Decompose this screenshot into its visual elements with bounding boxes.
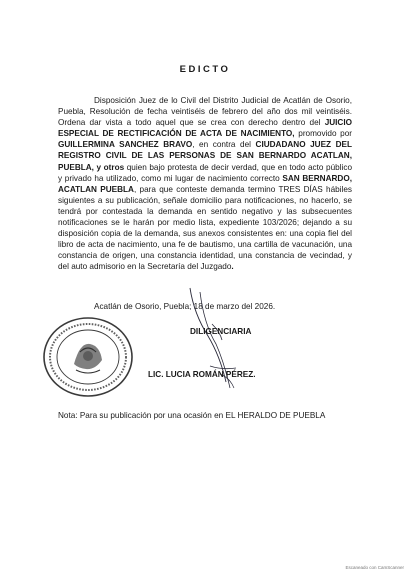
signer-name: LIC. LUCIA ROMÁN PÉREZ. — [148, 370, 256, 379]
paragraph-segment-bold: CIUDADANO JUEZ DEL REGISTRO CIVIL DE LAS PERSONAS DE SAN BERNARDO ACATLAN, PUEBLA, y otros — [58, 140, 352, 172]
paragraph-segment: Disposición Juez de lo Civil del Distrito Judicial de Acatlán de Osorio, Puebla, Resolución de fecha veintiséis de febrero del año dos mil veintiséis. Ordena dar vista a todo aquel que se crea con derecho dentro del — [58, 96, 352, 128]
paragraph-segment: promovido por — [294, 129, 352, 139]
place-date: Acatlán de Osorio, Puebla; 18 de marzo del 2026. — [94, 302, 276, 311]
paragraph-segment-bold: . — [231, 262, 234, 272]
diligenciaria-label: DILIGENCIARIA — [190, 327, 252, 336]
edict-body — [58, 95, 352, 273]
paragraph-segment-bold: GUILLERMINA SANCHEZ BRAVO — [58, 140, 193, 150]
scanner-watermark: Escaneado con CamScanner — [345, 565, 404, 570]
edict-paragraph — [58, 95, 352, 273]
paragraph-segment: quien bajo protesta de decir verdad, que en todo acto público y privado ha utilizado, como mi lugar de nacimiento correcto — [58, 162, 352, 183]
document-title: EDICTO — [179, 64, 231, 75]
paragraph-segment: , para que conteste demanda termino TRES DÍAS hábiles siguientes a su publicación, señale domicilio para notificaciones, no hacerlo, se tendrá por contestada la demanda en sentido negativo y las subsecuentes notificaciones se le harán por medio lista, expediente 103/2026; dejando a su disposición copia de la demanda, sus anexos consistentes en: una copia fiel del libro de acta de nacimiento, una fe de bautismo, una cartilla de vacunación, una constancia de origen, una constancia identidad, una constancia de vecindad, y del auto admisorio en la Secretaría del Juzgado — [58, 184, 352, 272]
paragraph-segment: , en contra del — [192, 140, 256, 150]
paragraph-segment-bold: SAN BERNARDO, ACATLAN PUEBLA — [58, 173, 352, 194]
paragraph-segment-bold: JUICIO ESPECIAL DE RECTIFICACIÓN DE ACTA DE NACIMIENTO, — [58, 118, 352, 139]
publication-note: Nota: Para su publicación por una ocasión en EL HERALDO DE PUEBLA — [58, 411, 326, 420]
court-seal-icon — [40, 314, 136, 400]
